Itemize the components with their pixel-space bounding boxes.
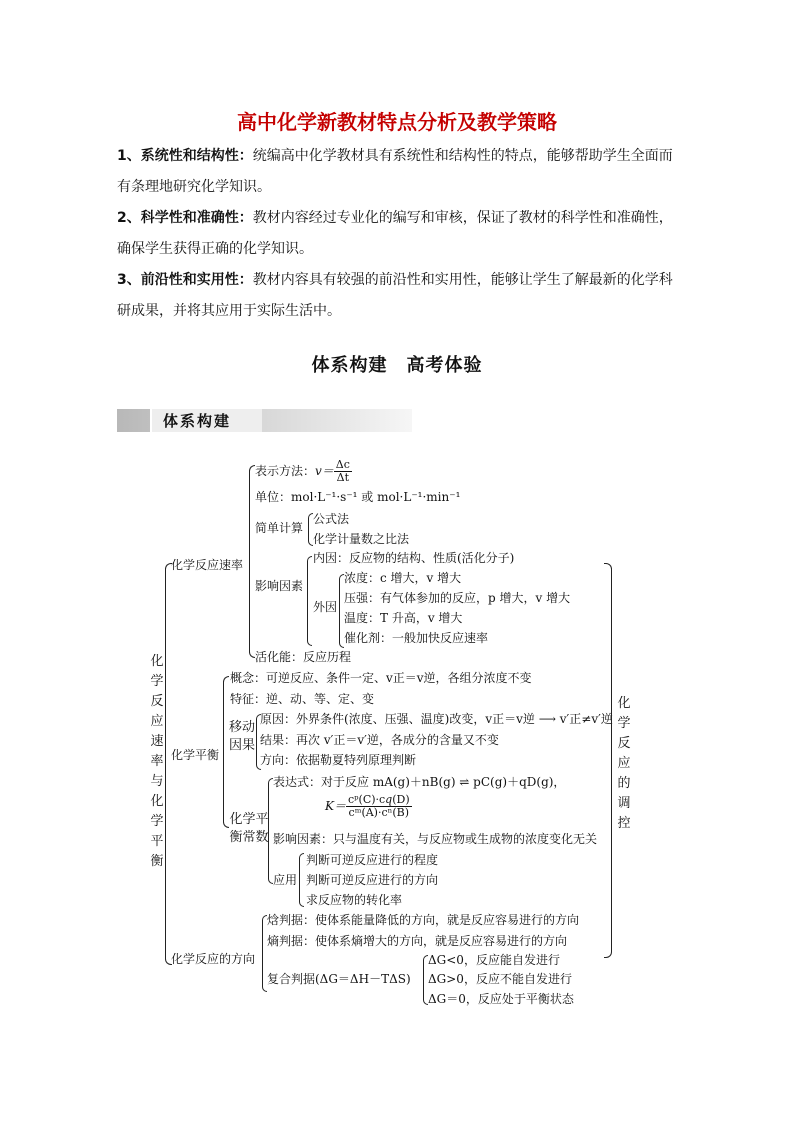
- eq-feature: 特征：逆、动、等、定、变: [230, 692, 375, 706]
- app-item-1: 判断可逆反应进行的程度: [306, 853, 439, 867]
- outer-item-2: 压强：有气体参加的反应，p 增大，v 增大: [344, 591, 571, 605]
- inner-factor: 内因：反应物的结构、性质(活化分子): [313, 551, 515, 565]
- activation-energy: 活化能：反应历程: [255, 650, 352, 664]
- rate-label: 化学反应速率: [171, 558, 244, 572]
- move-result: 结果：再次 v′正＝v′逆，各成分的含量又不变: [260, 733, 499, 747]
- outer-item-3: 温度：T 升高，v 增大: [344, 611, 463, 625]
- map-right: 化学反应的调控: [617, 696, 631, 831]
- dir-label: 化学反应的方向: [171, 952, 256, 966]
- point-1: 1、系统性和结构性：统编高中化学教材具有系统性和结构性的特点，能够帮助学生全面而有条理地研究化学知识。: [117, 148, 673, 195]
- app-item-3: 求反应物的转化率: [306, 893, 403, 907]
- move-label: 移动因果: [229, 720, 256, 753]
- dir-combined: 复合判据(ΔG＝ΔH－TΔS): [267, 972, 411, 986]
- section-bar-label: 体系构建: [163, 412, 232, 430]
- section-title: 体系构建 高考体验: [311, 355, 483, 376]
- dir-enthalpy: 焓判据：使体系能量降低的方向，就是反应容易进行的方向: [267, 913, 580, 927]
- outer-item-4: 催化剂：一般加快反应速率: [344, 631, 489, 645]
- app-label: 应用: [273, 873, 298, 887]
- move-direction: 方向：依据勒夏特列原理判断: [260, 753, 417, 767]
- outer-item-1: 浓度：c 增大，v 增大: [344, 571, 462, 585]
- map-root: 化学反应速率与化学平衡: [150, 654, 164, 869]
- document-title: 高中化学新教材特点分析及教学策略: [237, 110, 557, 134]
- rate-unit: 单位：mol·L⁻¹·s⁻¹ 或 mol·L⁻¹·min⁻¹: [255, 490, 461, 504]
- case-1: ΔG<0，反应能自发进行: [428, 953, 560, 967]
- root-brace: [165, 563, 172, 965]
- k-formula: K＝ $\frac{\text{cᵖ(C)·c𝑞(D)}}{\text{cᵐ(A)·cⁿ(B)}}$: [325, 793, 410, 819]
- factor-label: 影响因素: [255, 579, 304, 593]
- rate-expr: 表示方法：v＝ $\frac{\Delta c}{\Delta t}$: [255, 458, 350, 484]
- case-3: ΔG＝0，反应处于平衡状态: [428, 992, 574, 1006]
- point-2: 2、科学性和准确性：教材内容经过专业化的编写和审核，保证了教材的科学性和准确性，确保学生获得正确的化学知识。: [117, 210, 673, 257]
- factor-brace: [307, 556, 312, 646]
- k-expr: 表达式：对于反应 mA(g)＋nB(g) ⇌ pC(g)＋qD(g)，: [273, 775, 566, 789]
- section-bar: [117, 409, 412, 432]
- calc-item-2: 化学计量数之比法: [313, 532, 410, 546]
- calc-label: 简单计算: [255, 521, 304, 535]
- move-cause: 原因：外界条件(浓度、压强、温度)改变，v正＝v逆 ⟶ v′正≠v′逆: [260, 712, 613, 726]
- app-brace: [299, 853, 304, 907]
- eq-label: 化学平衡: [171, 748, 220, 762]
- dir-entropy: 熵判据：使体系熵增大的方向，就是反应容易进行的方向: [267, 934, 568, 948]
- case-2: ΔG>0，反应不能自发进行: [428, 972, 572, 986]
- eq-concept: 概念：可逆反应、条件一定、v正＝v逆，各组分浓度不变: [230, 671, 532, 685]
- k-factor: 影响因素：只与温度有关，与反应物或生成物的浓度变化无关: [273, 832, 598, 846]
- k-label: 化学平衡常数: [229, 812, 269, 845]
- point-3: 3、前沿性和实用性：教材内容具有较强的前沿性和实用性，能够让学生了解最新的化学科研成果，并将其应用于实际生活中。: [117, 272, 673, 319]
- app-item-2: 判断可逆反应进行的方向: [306, 873, 439, 887]
- calc-item-1: 公式法: [313, 512, 350, 526]
- outer-label: 外因: [313, 600, 338, 614]
- right-brace: [604, 563, 612, 958]
